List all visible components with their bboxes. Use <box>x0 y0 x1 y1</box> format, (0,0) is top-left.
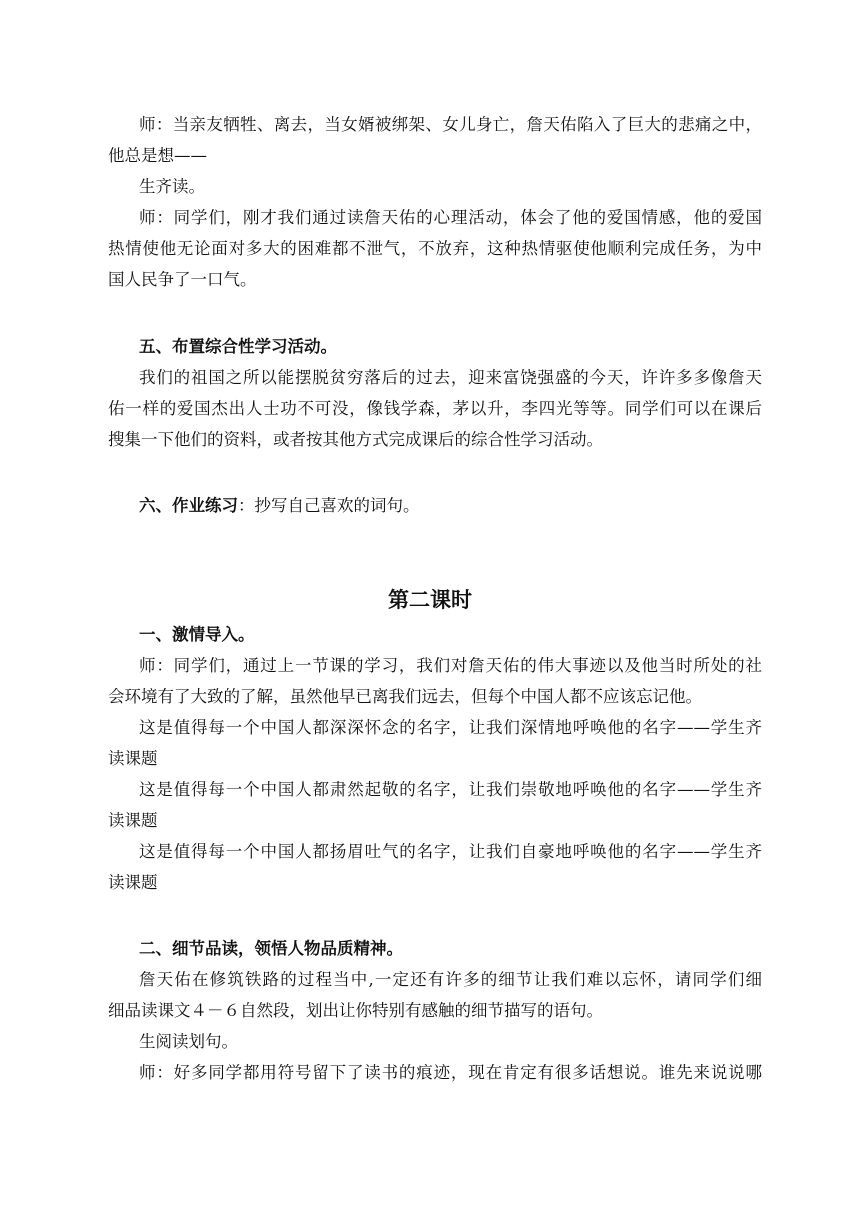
lesson-heading: 第二课时 <box>388 588 472 612</box>
paragraph-line: 会环境有了大致的了解，虽然他早已离我们远去，但每个中国人都不应该忘记他。 <box>108 687 702 706</box>
lesson2-section-two <box>108 933 762 1088</box>
paragraph-line: 这是值得每一个中国人都扬眉吐气的名字，让我们自豪地呼唤他的名字——学生齐 <box>139 842 762 861</box>
section-title-rest: ：抄写自己喜欢的词句。 <box>238 496 420 515</box>
paragraph-line: 他总是想—— <box>108 146 207 165</box>
paragraph-line: 细品读课文４－６自然段，划出让你特别有感触的细节描写的语句。 <box>108 1001 603 1020</box>
paragraph-line: 这是值得每一个中国人都肃然起敬的名字，让我们崇敬地呼唤他的名字——学生齐 <box>139 780 762 799</box>
paragraph-line: 我们的祖国之所以能摆脱贫穷落后的过去，迎来富饶强盛的今天，许许多多像詹天 <box>139 368 762 387</box>
paragraph-line: 读课题 <box>108 811 158 830</box>
paragraph-line: 师：当亲友牺牲、离去，当女婿被绑架、女儿身亡，詹天佑陷入了巨大的悲痛之中， <box>139 115 762 134</box>
top-section <box>108 109 762 295</box>
paragraph-line: 詹天佑在修筑铁路的过程当中,一定还有许多的细节让我们难以忘怀，请同学们细 <box>139 970 762 989</box>
section-title: 二、细节品读，领悟人物品质精神。 <box>139 939 403 958</box>
paragraph-line: 国人民争了一口气。 <box>108 270 257 289</box>
paragraph-line: 生齐读。 <box>139 177 205 196</box>
paragraph-line: 读课题 <box>108 749 158 768</box>
section-five <box>108 331 762 455</box>
section-title: 一、激情导入。 <box>139 625 255 644</box>
paragraph-line: 这是值得每一个中国人都深深怀念的名字，让我们深情地呼唤他的名字——学生齐 <box>139 718 762 737</box>
paragraph-line: 佑一样的爱国杰出人士功不可没，像钱学森，茅以升，李四光等等。同学们可以在课后 <box>108 399 762 418</box>
paragraph-line: 搜集一下他们的资料，或者按其他方式完成课后的综合性学习活动。 <box>108 430 603 449</box>
section-six <box>108 490 762 521</box>
paragraph-line: 读课题 <box>108 873 158 892</box>
section-title <box>108 490 762 521</box>
paragraph-line: 师：好多同学都用符号留下了读书的痕迹，现在肯定有很多话想说。谁先来说说哪 <box>139 1063 762 1082</box>
paragraph-line: 师：同学们，刚才我们通过读詹天佑的心理活动，体会了他的爱国情感，他的爱国 <box>139 208 762 227</box>
paragraph-line: 师：同学们，通过上一节课的学习，我们对詹天佑的伟大事迹以及他当时所处的社 <box>139 656 762 675</box>
lesson2-section-one <box>108 619 762 898</box>
section-title-bold: 六、作业练习 <box>139 496 238 515</box>
paragraph-line: 生阅读划句。 <box>139 1032 238 1051</box>
paragraph-line: 热情使他无论面对多大的困难都不泄气，不放弃，这种热情驱使他顺利完成任务，为中 <box>108 239 762 258</box>
section-title: 五、布置综合性学习活动。 <box>139 337 337 356</box>
